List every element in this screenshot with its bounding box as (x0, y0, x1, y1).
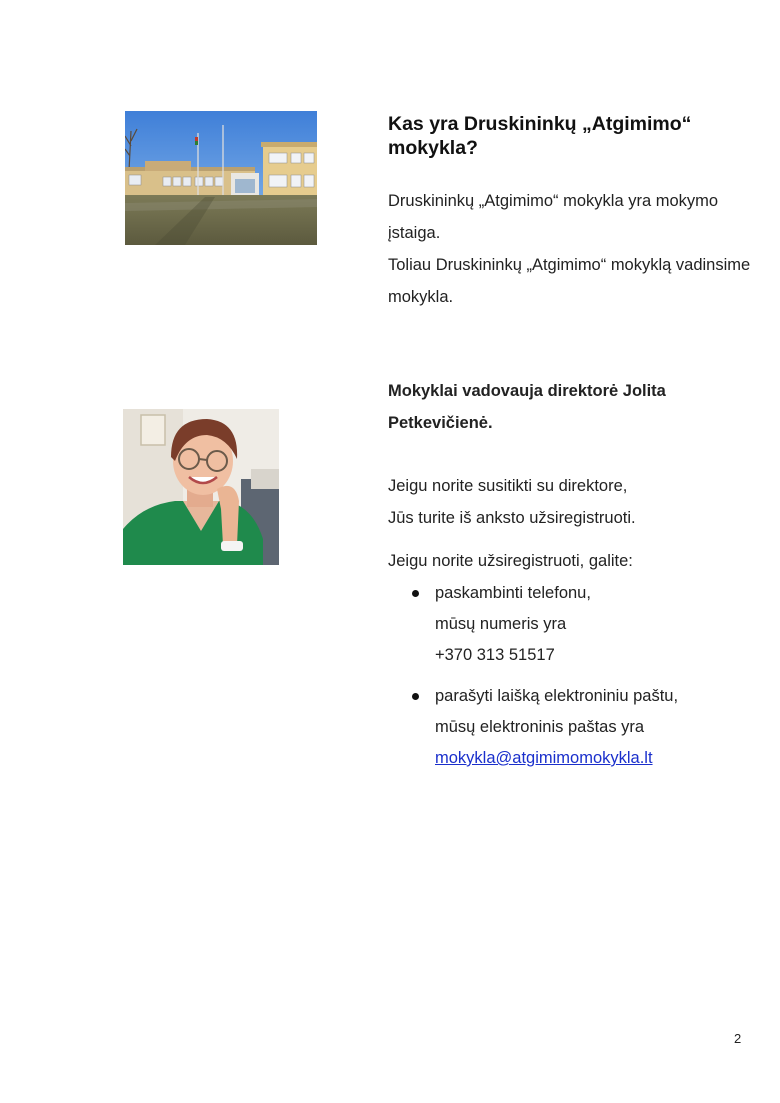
bullet-icon (412, 590, 419, 597)
email-line-2: mūsų elektroninis paštas yra (435, 718, 645, 736)
director-line-2: Petkevičienė. (388, 414, 493, 432)
director-photo (123, 409, 279, 565)
meeting-line-2: Jūs turite iš anksto užsiregistruoti. (388, 509, 636, 527)
meeting-line-1: Jeigu norite susitikti su direktore, (388, 477, 628, 495)
page-heading-line2: mokykla? (388, 137, 478, 159)
register-intro: Jeigu norite užsiregistruoti, galite: (388, 552, 633, 570)
intro-line-4: mokykla. (388, 288, 454, 306)
phone-line-2: mūsų numeris yra (435, 615, 567, 633)
phone-number: +370 313 51517 (435, 646, 555, 664)
page-heading (388, 112, 748, 160)
director-statement (388, 375, 748, 439)
email-link[interactable]: mokykla@atgimimomokykla.lt (435, 749, 653, 767)
director-line-1: Mokyklai vadovauja direktorė Jolita (388, 382, 666, 400)
meeting-paragraph (388, 470, 748, 534)
email-bullet (435, 681, 755, 774)
email-line-1: parašyti laišką elektroniniu paštu, (435, 687, 679, 705)
intro-line-3: Toliau Druskininkų „Atgimimo“ mokyklą vadinsime (388, 256, 751, 274)
intro-line-1: Druskininkų „Atgimimo“ mokykla yra mokymo (388, 192, 719, 210)
school-building-photo (125, 111, 317, 245)
page-number: 2 (734, 1031, 742, 1046)
page-heading-line1: Kas yra Druskininkų „Atgimimo“ (388, 113, 692, 135)
phone-bullet (435, 578, 755, 671)
bullet-icon (412, 693, 419, 700)
intro-paragraph (388, 185, 773, 313)
intro-line-2: įstaiga. (388, 224, 441, 242)
phone-line-1: paskambinti telefonu, (435, 584, 591, 602)
